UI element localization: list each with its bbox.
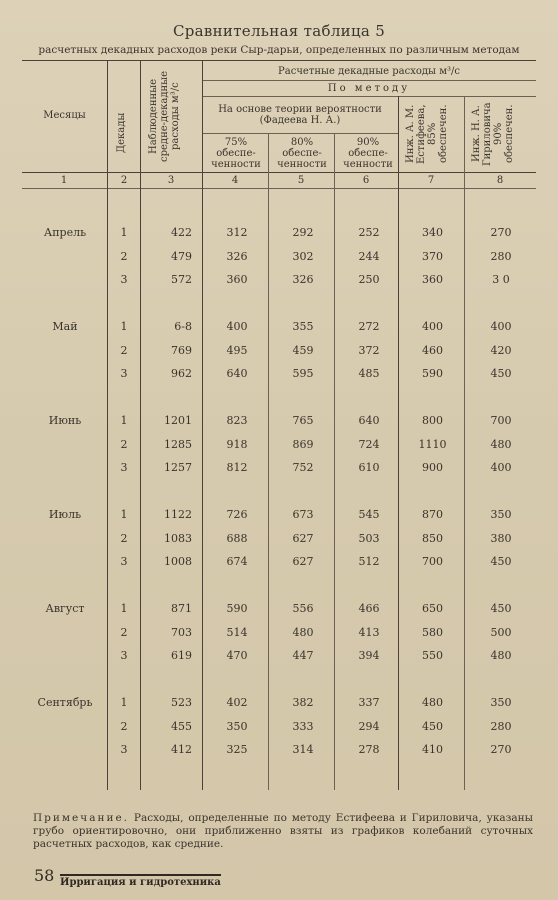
p80-cell: 556 xyxy=(292,602,314,615)
p75-cell: 495 xyxy=(226,343,248,357)
table-row xyxy=(0,624,558,644)
month-cell: Май xyxy=(52,320,78,333)
p75-cell: 350 xyxy=(226,719,248,733)
month-cell: Апрель xyxy=(43,226,87,239)
p75-cell: 590 xyxy=(226,602,248,615)
decade-cell: 3 xyxy=(120,367,128,380)
p90-cell: 610 xyxy=(358,461,380,474)
p80-cell: 292 xyxy=(292,226,314,239)
observed-cell: 1122 xyxy=(164,508,192,521)
footnote xyxy=(33,812,533,851)
p90-cell: 394 xyxy=(358,649,380,662)
observed-cell: 422 xyxy=(171,226,192,239)
table-row xyxy=(0,741,558,761)
girilovich-cell: 420 xyxy=(490,343,512,357)
estifeev-cell: 1110 xyxy=(418,437,447,451)
table-subtitle: расчетных декадных расходов реки Сыр-дарьи, определенных по различным методам xyxy=(38,44,520,56)
girilovich-cell: 480 xyxy=(490,437,512,451)
estifeev-cell: 900 xyxy=(422,461,443,474)
table-row xyxy=(0,718,558,738)
observed-cell: 572 xyxy=(171,273,192,286)
p75-cell: 400 xyxy=(226,320,248,333)
girilovich-cell: 350 xyxy=(490,508,512,521)
p80-cell: 765 xyxy=(292,414,314,427)
colnum-8: 8 xyxy=(496,175,504,186)
estifeev-cell: 800 xyxy=(422,414,443,427)
decade-cell: 3 xyxy=(120,649,128,662)
table-row xyxy=(0,342,558,362)
girilovich-cell: 450 xyxy=(490,367,512,380)
header-observed: Наблюденные средне-декадные расходы м³/с xyxy=(148,70,181,162)
p80-cell: 459 xyxy=(292,343,314,357)
girilovich-cell: 380 xyxy=(490,531,512,545)
footnote-label: Примечание. xyxy=(33,812,130,824)
journal-name: Ирригация и гидротехника xyxy=(60,874,221,888)
decade-cell: 2 xyxy=(120,343,128,357)
month-cell: Август xyxy=(45,602,85,615)
p75-cell: 823 xyxy=(226,414,248,427)
p75-cell: 812 xyxy=(226,461,248,474)
estifeev-cell: 550 xyxy=(422,649,443,662)
table-row xyxy=(0,694,558,714)
p80-cell: 752 xyxy=(292,461,314,474)
p90-cell: 724 xyxy=(358,437,380,451)
estifeev-cell: 870 xyxy=(422,508,443,521)
p90-cell: 278 xyxy=(358,743,380,756)
p75-cell: 470 xyxy=(226,649,248,662)
p75-cell: 514 xyxy=(226,625,248,639)
p90-cell: 413 xyxy=(358,625,380,639)
estifeev-cell: 340 xyxy=(422,226,443,239)
table-row xyxy=(0,318,558,338)
observed-cell: 703 xyxy=(171,625,192,639)
p75-cell: 918 xyxy=(226,437,248,451)
p90-cell: 252 xyxy=(358,226,380,239)
observed-cell: 1201 xyxy=(164,414,192,427)
colnum-6: 6 xyxy=(362,175,370,186)
header-p75: 75% обеспе- ченности xyxy=(211,137,261,170)
table-row xyxy=(0,412,558,432)
p80-cell: 869 xyxy=(292,437,314,451)
header-calc: Расчетные декадные расходы м³/с xyxy=(278,66,460,77)
decade-cell: 2 xyxy=(120,437,128,451)
p80-cell: 673 xyxy=(292,508,314,521)
decade-cell: 2 xyxy=(120,719,128,733)
observed-cell: 479 xyxy=(171,249,192,263)
p90-cell: 485 xyxy=(358,367,380,380)
p90-cell: 503 xyxy=(358,531,380,545)
observed-cell: 1083 xyxy=(164,531,192,545)
month-cell: Сентябрь xyxy=(37,696,93,709)
decade-cell: 3 xyxy=(120,743,128,756)
p80-cell: 447 xyxy=(292,649,314,662)
p90-cell: 272 xyxy=(358,320,380,333)
estifeev-cell: 360 xyxy=(422,273,443,286)
girilovich-cell: 500 xyxy=(490,625,512,639)
p75-cell: 360 xyxy=(226,273,248,286)
estifeev-cell: 850 xyxy=(422,531,443,545)
p80-cell: 382 xyxy=(292,696,314,709)
observed-cell: 455 xyxy=(171,719,192,733)
decade-cell: 3 xyxy=(120,555,128,568)
observed-cell: 1008 xyxy=(164,555,192,568)
p75-cell: 402 xyxy=(226,696,248,709)
estifeev-cell: 450 xyxy=(422,719,443,733)
table-row xyxy=(0,248,558,268)
observed-cell: 769 xyxy=(171,343,192,357)
month-cell: Июнь xyxy=(48,414,82,427)
girilovich-cell: 270 xyxy=(490,226,512,239)
p90-cell: 545 xyxy=(358,508,380,521)
observed-cell: 412 xyxy=(171,743,192,756)
header-months: Месяцы xyxy=(43,110,86,121)
header-by-method: По методу xyxy=(327,83,411,94)
observed-cell: 1257 xyxy=(164,461,192,474)
estifeev-cell: 580 xyxy=(422,625,443,639)
p75-cell: 726 xyxy=(226,508,248,521)
p80-cell: 314 xyxy=(292,743,314,756)
table-row xyxy=(0,553,558,573)
table-row xyxy=(0,271,558,291)
estifeev-cell: 480 xyxy=(422,696,443,709)
table-row xyxy=(0,530,558,550)
p90-cell: 250 xyxy=(358,273,380,286)
girilovich-cell: 450 xyxy=(490,602,512,615)
p90-cell: 466 xyxy=(358,602,380,615)
observed-cell: 1285 xyxy=(164,437,192,451)
colnum-5: 5 xyxy=(297,175,305,186)
p80-cell: 627 xyxy=(292,531,314,545)
p90-cell: 372 xyxy=(358,343,380,357)
estifeev-cell: 650 xyxy=(422,602,443,615)
decade-cell: 3 xyxy=(120,461,128,474)
p80-cell: 326 xyxy=(292,273,314,286)
estifeev-cell: 370 xyxy=(422,249,443,263)
table-row xyxy=(0,506,558,526)
girilovich-cell: 280 xyxy=(490,719,512,733)
header-p90: 90% обеспе- ченности xyxy=(343,137,393,170)
p90-cell: 512 xyxy=(358,555,380,568)
colnum-3: 3 xyxy=(167,175,175,186)
estifeev-cell: 460 xyxy=(422,343,443,357)
page-number: 58 xyxy=(34,866,55,885)
header-girilovich: Инж. Н. А. Гириловича 90% обеспечен. xyxy=(471,102,515,166)
colnum-4: 4 xyxy=(231,175,239,186)
estifeev-cell: 700 xyxy=(422,555,443,568)
table-title: Сравнительная таблица 5 xyxy=(172,22,386,40)
p75-cell: 325 xyxy=(226,743,248,756)
observed-cell: 619 xyxy=(171,649,192,662)
decade-cell: 1 xyxy=(120,508,128,521)
p75-cell: 312 xyxy=(226,226,248,239)
p80-cell: 302 xyxy=(292,249,314,263)
decade-cell: 1 xyxy=(120,320,128,333)
estifeev-cell: 410 xyxy=(422,743,443,756)
decade-cell: 3 xyxy=(120,273,128,286)
header-probability: На основе теории вероятности (Фадеева Н. А.) xyxy=(218,104,382,126)
decade-cell: 1 xyxy=(120,414,128,427)
table-row xyxy=(0,459,558,479)
girilovich-cell: 400 xyxy=(490,461,512,474)
decade-cell: 1 xyxy=(120,226,128,239)
girilovich-cell: 280 xyxy=(490,249,512,263)
p80-cell: 480 xyxy=(292,625,314,639)
estifeev-cell: 590 xyxy=(422,367,443,380)
rule-calc xyxy=(202,80,536,81)
table-row xyxy=(0,600,558,620)
girilovich-cell: 700 xyxy=(490,414,512,427)
header-estifeev: Инж. А. М. Естифеева, 85% обеспечен. xyxy=(405,104,449,164)
p90-cell: 244 xyxy=(358,249,380,263)
decade-cell: 2 xyxy=(120,625,128,639)
p75-cell: 326 xyxy=(226,249,248,263)
header-p80: 80% обеспе- ченности xyxy=(277,137,327,170)
rule-prob xyxy=(202,133,398,134)
colnum-7: 7 xyxy=(427,175,435,186)
observed-cell: 871 xyxy=(171,602,192,615)
header-decade: Декады xyxy=(116,112,127,154)
table-row xyxy=(0,365,558,385)
colnum-rule xyxy=(22,188,536,189)
p80-cell: 333 xyxy=(292,719,314,733)
p90-cell: 337 xyxy=(358,696,380,709)
table-row xyxy=(0,224,558,244)
observed-cell: 523 xyxy=(171,696,192,709)
header-top-rule xyxy=(22,60,536,61)
header-bottom-rule xyxy=(22,172,536,173)
p75-cell: 688 xyxy=(226,531,248,545)
girilovich-cell: 3 0 xyxy=(492,273,510,286)
table-row xyxy=(0,436,558,456)
girilovich-cell: 350 xyxy=(490,696,512,709)
observed-cell: 962 xyxy=(171,367,192,380)
girilovich-cell: 450 xyxy=(490,555,512,568)
p75-cell: 640 xyxy=(226,367,248,380)
footnote-text: Расходы, определенные по методу Естифеева и Гириловича, указаны грубо ориентировочно, они приближенно взяты из графиков колебаний суточных расчетных расходов, как средние. xyxy=(33,812,533,850)
p80-cell: 355 xyxy=(292,320,314,333)
rule-method xyxy=(202,96,536,97)
p80-cell: 627 xyxy=(292,555,314,568)
observed-cell: 6-8 xyxy=(174,320,192,333)
p80-cell: 595 xyxy=(292,367,314,380)
girilovich-cell: 270 xyxy=(490,743,512,756)
girilovich-cell: 480 xyxy=(490,649,512,662)
decade-cell: 2 xyxy=(120,531,128,545)
decade-cell: 1 xyxy=(120,602,128,615)
estifeev-cell: 400 xyxy=(422,320,443,333)
p75-cell: 674 xyxy=(226,555,248,568)
girilovich-cell: 400 xyxy=(490,320,512,333)
table-row xyxy=(0,647,558,667)
decade-cell: 2 xyxy=(120,249,128,263)
p90-cell: 294 xyxy=(358,719,380,733)
colnum-1: 1 xyxy=(60,175,68,186)
colnum-2: 2 xyxy=(120,175,128,186)
p90-cell: 640 xyxy=(358,414,380,427)
decade-cell: 1 xyxy=(120,696,128,709)
month-cell: Июль xyxy=(48,508,82,521)
